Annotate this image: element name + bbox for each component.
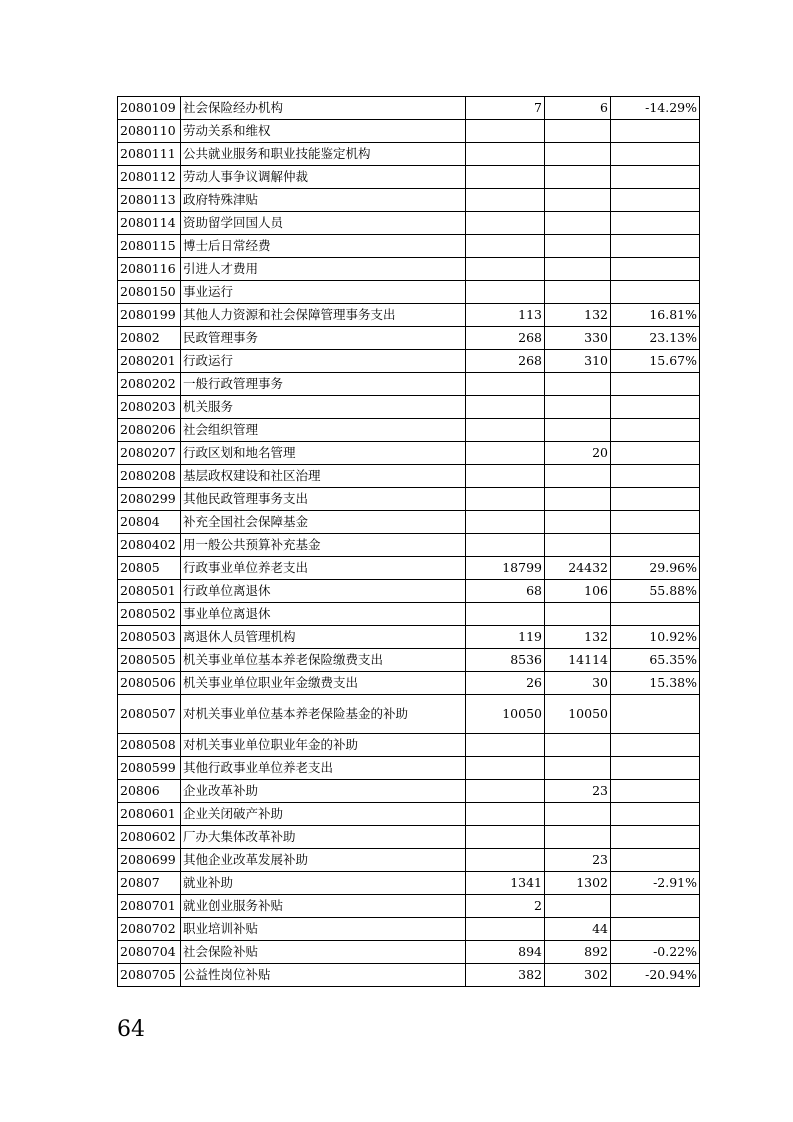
row-value-2: 44 bbox=[545, 918, 611, 941]
row-value-1: 2 bbox=[466, 895, 545, 918]
row-code: 2080505 bbox=[118, 649, 181, 672]
row-name: 劳动关系和维权 bbox=[181, 120, 466, 143]
row-value-2: 23 bbox=[545, 780, 611, 803]
row-name: 其他人力资源和社会保障管理事务支出 bbox=[181, 304, 466, 327]
row-value-1: 18799 bbox=[466, 557, 545, 580]
row-code: 2080116 bbox=[118, 258, 181, 281]
table-row bbox=[118, 442, 700, 465]
row-name: 行政区划和地名管理 bbox=[181, 442, 466, 465]
table-row bbox=[118, 557, 700, 580]
row-code: 2080199 bbox=[118, 304, 181, 327]
row-change bbox=[611, 511, 700, 534]
row-value-1 bbox=[466, 166, 545, 189]
row-code: 2080114 bbox=[118, 212, 181, 235]
row-change: -14.29% bbox=[611, 97, 700, 120]
row-code: 20805 bbox=[118, 557, 181, 580]
row-code: 2080111 bbox=[118, 143, 181, 166]
row-value-1 bbox=[466, 757, 545, 780]
row-name: 厂办大集体改革补助 bbox=[181, 826, 466, 849]
row-change bbox=[611, 120, 700, 143]
table-row bbox=[118, 488, 700, 511]
row-value-2 bbox=[545, 511, 611, 534]
row-name: 事业运行 bbox=[181, 281, 466, 304]
row-change: 16.81% bbox=[611, 304, 700, 327]
row-change bbox=[611, 734, 700, 757]
row-code: 2080201 bbox=[118, 350, 181, 373]
row-value-2 bbox=[545, 734, 611, 757]
row-value-1 bbox=[466, 465, 545, 488]
row-value-1 bbox=[466, 918, 545, 941]
row-change: 23.13% bbox=[611, 327, 700, 350]
table-row bbox=[118, 534, 700, 557]
table-row bbox=[118, 826, 700, 849]
row-value-2: 10050 bbox=[545, 695, 611, 734]
row-code: 2080506 bbox=[118, 672, 181, 695]
row-code: 2080503 bbox=[118, 626, 181, 649]
row-value-1: 26 bbox=[466, 672, 545, 695]
row-value-1: 894 bbox=[466, 941, 545, 964]
row-code: 2080112 bbox=[118, 166, 181, 189]
table-row bbox=[118, 212, 700, 235]
table-row bbox=[118, 304, 700, 327]
row-value-1: 382 bbox=[466, 964, 545, 987]
row-code: 2080402 bbox=[118, 534, 181, 557]
row-code: 2080601 bbox=[118, 803, 181, 826]
row-value-2 bbox=[545, 757, 611, 780]
row-code: 2080202 bbox=[118, 373, 181, 396]
row-change bbox=[611, 780, 700, 803]
row-value-2 bbox=[545, 488, 611, 511]
row-value-2: 132 bbox=[545, 304, 611, 327]
row-name: 离退休人员管理机构 bbox=[181, 626, 466, 649]
row-change: -2.91% bbox=[611, 872, 700, 895]
row-value-2: 20 bbox=[545, 442, 611, 465]
row-value-2 bbox=[545, 603, 611, 626]
row-change bbox=[611, 826, 700, 849]
row-value-1 bbox=[466, 120, 545, 143]
table-row bbox=[118, 757, 700, 780]
row-change bbox=[611, 166, 700, 189]
row-value-2 bbox=[545, 166, 611, 189]
row-name: 补充全国社会保障基金 bbox=[181, 511, 466, 534]
row-change: -20.94% bbox=[611, 964, 700, 987]
row-change bbox=[611, 235, 700, 258]
table-row bbox=[118, 97, 700, 120]
row-value-2 bbox=[545, 396, 611, 419]
table-row bbox=[118, 327, 700, 350]
table-row bbox=[118, 419, 700, 442]
row-value-2: 302 bbox=[545, 964, 611, 987]
row-value-2 bbox=[545, 189, 611, 212]
row-code: 2080705 bbox=[118, 964, 181, 987]
row-change bbox=[611, 695, 700, 734]
row-change: 65.35% bbox=[611, 649, 700, 672]
row-value-1 bbox=[466, 189, 545, 212]
row-change bbox=[611, 757, 700, 780]
row-name: 机关事业单位基本养老保险缴费支出 bbox=[181, 649, 466, 672]
row-change bbox=[611, 258, 700, 281]
row-name: 一般行政管理事务 bbox=[181, 373, 466, 396]
row-change bbox=[611, 373, 700, 396]
row-value-2: 14114 bbox=[545, 649, 611, 672]
row-value-2 bbox=[545, 826, 611, 849]
row-value-1: 10050 bbox=[466, 695, 545, 734]
row-change bbox=[611, 189, 700, 212]
row-value-1 bbox=[466, 258, 545, 281]
row-name: 事业单位离退休 bbox=[181, 603, 466, 626]
table-row bbox=[118, 780, 700, 803]
row-value-2: 30 bbox=[545, 672, 611, 695]
row-name: 公益性岗位补贴 bbox=[181, 964, 466, 987]
row-change bbox=[611, 212, 700, 235]
row-code: 2080113 bbox=[118, 189, 181, 212]
table-row bbox=[118, 672, 700, 695]
row-code: 20802 bbox=[118, 327, 181, 350]
row-value-1 bbox=[466, 143, 545, 166]
row-value-2: 892 bbox=[545, 941, 611, 964]
table-row bbox=[118, 258, 700, 281]
row-name: 机关事业单位职业年金缴费支出 bbox=[181, 672, 466, 695]
row-change bbox=[611, 918, 700, 941]
table-row bbox=[118, 803, 700, 826]
row-change: 29.96% bbox=[611, 557, 700, 580]
row-code: 2080207 bbox=[118, 442, 181, 465]
row-value-2 bbox=[545, 281, 611, 304]
row-code: 2080502 bbox=[118, 603, 181, 626]
row-change: 10.92% bbox=[611, 626, 700, 649]
row-value-1 bbox=[466, 849, 545, 872]
row-name: 基层政权建设和社区治理 bbox=[181, 465, 466, 488]
row-value-1 bbox=[466, 419, 545, 442]
table-row bbox=[118, 695, 700, 734]
table-row bbox=[118, 465, 700, 488]
table-row bbox=[118, 734, 700, 757]
row-name: 机关服务 bbox=[181, 396, 466, 419]
table-row bbox=[118, 580, 700, 603]
row-name: 公共就业服务和职业技能鉴定机构 bbox=[181, 143, 466, 166]
table-row bbox=[118, 849, 700, 872]
row-value-1 bbox=[466, 212, 545, 235]
table-row bbox=[118, 941, 700, 964]
row-name: 社会保险经办机构 bbox=[181, 97, 466, 120]
row-change bbox=[611, 849, 700, 872]
row-value-2 bbox=[545, 534, 611, 557]
row-change bbox=[611, 803, 700, 826]
row-code: 2080501 bbox=[118, 580, 181, 603]
table-row bbox=[118, 626, 700, 649]
row-change bbox=[611, 281, 700, 304]
row-value-2: 6 bbox=[545, 97, 611, 120]
row-code: 2080109 bbox=[118, 97, 181, 120]
budget-table-body bbox=[118, 97, 700, 987]
row-name: 劳动人事争议调解仲裁 bbox=[181, 166, 466, 189]
row-code: 2080299 bbox=[118, 488, 181, 511]
row-name: 其他行政事业单位养老支出 bbox=[181, 757, 466, 780]
row-name: 职业培训补贴 bbox=[181, 918, 466, 941]
row-code: 20804 bbox=[118, 511, 181, 534]
table-row bbox=[118, 511, 700, 534]
row-name: 就业创业服务补贴 bbox=[181, 895, 466, 918]
row-value-1: 68 bbox=[466, 580, 545, 603]
table-row bbox=[118, 895, 700, 918]
table-row bbox=[118, 350, 700, 373]
row-value-1: 113 bbox=[466, 304, 545, 327]
row-value-2: 310 bbox=[545, 350, 611, 373]
row-value-1: 8536 bbox=[466, 649, 545, 672]
row-name: 社会保险补贴 bbox=[181, 941, 466, 964]
table-row bbox=[118, 373, 700, 396]
row-change bbox=[611, 488, 700, 511]
row-value-2 bbox=[545, 465, 611, 488]
row-change: -0.22% bbox=[611, 941, 700, 964]
table-row bbox=[118, 235, 700, 258]
table-row bbox=[118, 281, 700, 304]
table-row bbox=[118, 872, 700, 895]
row-value-2 bbox=[545, 212, 611, 235]
row-name: 引进人才费用 bbox=[181, 258, 466, 281]
row-name: 对机关事业单位职业年金的补助 bbox=[181, 734, 466, 757]
row-value-2: 106 bbox=[545, 580, 611, 603]
row-name: 民政管理事务 bbox=[181, 327, 466, 350]
row-name: 企业改革补助 bbox=[181, 780, 466, 803]
row-name: 资助留学回国人员 bbox=[181, 212, 466, 235]
row-value-1 bbox=[466, 734, 545, 757]
row-code: 2080699 bbox=[118, 849, 181, 872]
row-name: 其他企业改革发展补助 bbox=[181, 849, 466, 872]
row-value-2: 23 bbox=[545, 849, 611, 872]
row-change: 55.88% bbox=[611, 580, 700, 603]
table-row bbox=[118, 120, 700, 143]
table-row bbox=[118, 166, 700, 189]
row-value-1: 7 bbox=[466, 97, 545, 120]
table-row bbox=[118, 189, 700, 212]
row-value-2: 132 bbox=[545, 626, 611, 649]
row-change bbox=[611, 465, 700, 488]
table-row bbox=[118, 603, 700, 626]
row-value-1 bbox=[466, 603, 545, 626]
row-change bbox=[611, 396, 700, 419]
row-value-1 bbox=[466, 826, 545, 849]
row-code: 2080602 bbox=[118, 826, 181, 849]
row-name: 行政运行 bbox=[181, 350, 466, 373]
row-change bbox=[611, 442, 700, 465]
table-row bbox=[118, 918, 700, 941]
table-row bbox=[118, 649, 700, 672]
row-change bbox=[611, 419, 700, 442]
row-value-1: 119 bbox=[466, 626, 545, 649]
row-code: 2080203 bbox=[118, 396, 181, 419]
row-value-2 bbox=[545, 258, 611, 281]
table-row bbox=[118, 143, 700, 166]
row-name: 政府特殊津贴 bbox=[181, 189, 466, 212]
row-change: 15.67% bbox=[611, 350, 700, 373]
row-change: 15.38% bbox=[611, 672, 700, 695]
row-code: 20807 bbox=[118, 872, 181, 895]
row-value-1 bbox=[466, 780, 545, 803]
row-name: 其他民政管理事务支出 bbox=[181, 488, 466, 511]
row-code: 2080110 bbox=[118, 120, 181, 143]
table-row bbox=[118, 396, 700, 419]
row-name: 行政单位离退休 bbox=[181, 580, 466, 603]
row-code: 2080206 bbox=[118, 419, 181, 442]
row-value-2 bbox=[545, 419, 611, 442]
row-value-2 bbox=[545, 373, 611, 396]
row-value-2 bbox=[545, 235, 611, 258]
row-code: 20806 bbox=[118, 780, 181, 803]
row-value-1 bbox=[466, 281, 545, 304]
row-value-2 bbox=[545, 803, 611, 826]
row-value-2: 330 bbox=[545, 327, 611, 350]
row-name: 就业补助 bbox=[181, 872, 466, 895]
row-value-1: 268 bbox=[466, 327, 545, 350]
table-row bbox=[118, 964, 700, 987]
row-value-1 bbox=[466, 442, 545, 465]
row-name: 企业关闭破产补助 bbox=[181, 803, 466, 826]
budget-table bbox=[117, 96, 700, 987]
row-code: 2080702 bbox=[118, 918, 181, 941]
row-change bbox=[611, 143, 700, 166]
row-code: 2080208 bbox=[118, 465, 181, 488]
row-value-1: 1341 bbox=[466, 872, 545, 895]
row-value-1 bbox=[466, 373, 545, 396]
row-value-1 bbox=[466, 534, 545, 557]
row-name: 博士后日常经费 bbox=[181, 235, 466, 258]
row-value-1 bbox=[466, 235, 545, 258]
row-value-2 bbox=[545, 143, 611, 166]
row-change bbox=[611, 895, 700, 918]
row-value-1 bbox=[466, 488, 545, 511]
row-change bbox=[611, 534, 700, 557]
row-code: 2080599 bbox=[118, 757, 181, 780]
row-value-2 bbox=[545, 895, 611, 918]
row-value-1 bbox=[466, 803, 545, 826]
row-name: 对机关事业单位基本养老保险基金的补助 bbox=[181, 695, 466, 734]
row-code: 2080508 bbox=[118, 734, 181, 757]
row-code: 2080701 bbox=[118, 895, 181, 918]
row-code: 2080150 bbox=[118, 281, 181, 304]
row-value-1 bbox=[466, 511, 545, 534]
row-value-2: 1302 bbox=[545, 872, 611, 895]
row-value-2: 24432 bbox=[545, 557, 611, 580]
row-name: 行政事业单位养老支出 bbox=[181, 557, 466, 580]
row-name: 用一般公共预算补充基金 bbox=[181, 534, 466, 557]
row-value-2 bbox=[545, 120, 611, 143]
row-value-1 bbox=[466, 396, 545, 419]
row-change bbox=[611, 603, 700, 626]
page-number: 64 bbox=[117, 1017, 145, 1042]
row-code: 2080507 bbox=[118, 695, 181, 734]
row-code: 2080115 bbox=[118, 235, 181, 258]
row-value-1: 268 bbox=[466, 350, 545, 373]
row-code: 2080704 bbox=[118, 941, 181, 964]
row-name: 社会组织管理 bbox=[181, 419, 466, 442]
